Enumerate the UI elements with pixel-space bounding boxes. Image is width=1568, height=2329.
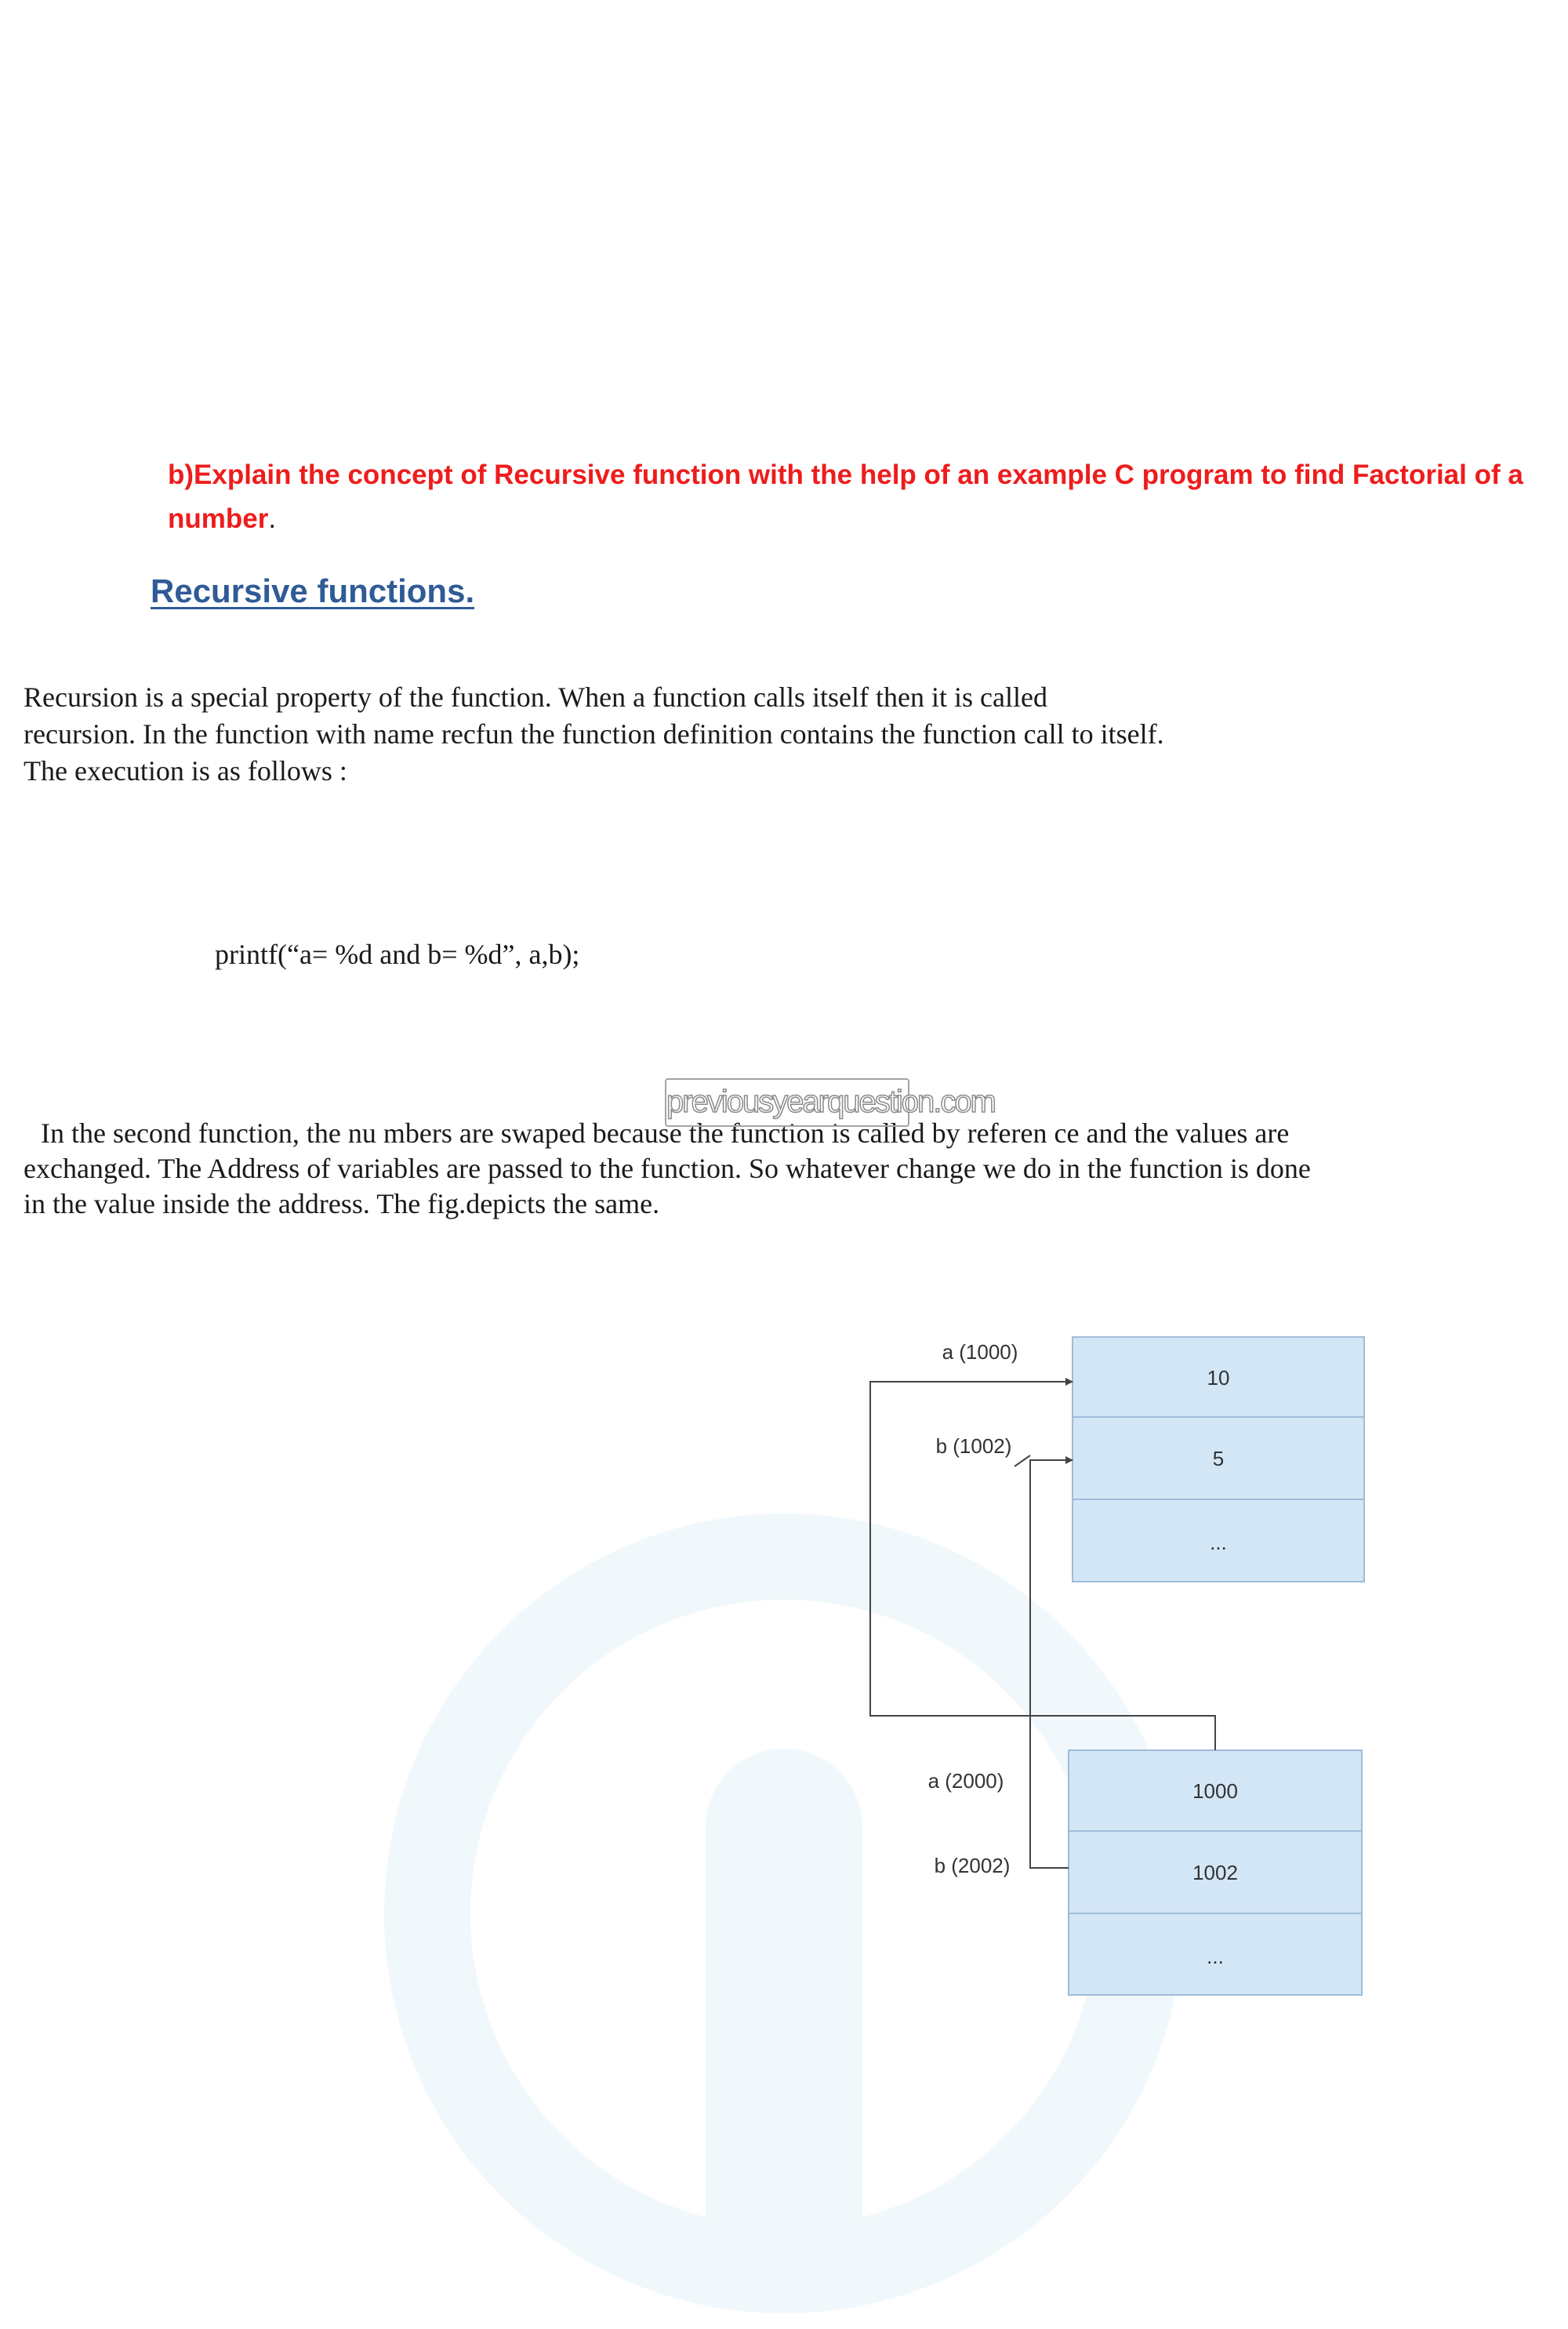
label-tick	[1014, 1455, 1030, 1466]
section-title: Recursive functions.	[151, 572, 475, 609]
label-bottom-b: b (2002)	[934, 1854, 1011, 1877]
label-top-b: b (1002)	[935, 1434, 1012, 1458]
top-cell-value: 5	[1212, 1447, 1225, 1470]
pointer-arrow-b	[1030, 1460, 1073, 1868]
paragraph-line: exchanged. The Address of variables are passed to the function. So whatever change we do in the function is done	[24, 1153, 1311, 1184]
top-cell-value: 10	[1207, 1366, 1230, 1390]
memory-diagram	[847, 1310, 1396, 2015]
paragraph-line: The execution is as follows :	[24, 755, 347, 787]
bottom-cell-value: 1002	[1192, 1861, 1238, 1884]
bottom-cell-value: 1000	[1192, 1779, 1238, 1803]
question-text: b)Explain the concept of Recursive function with the help of an example C program to find Factorial of a number.	[168, 460, 1523, 534]
paragraph-recursion	[24, 679, 1435, 790]
bottom-memory-block	[928, 1750, 1362, 1995]
top-cell-value: ...	[1210, 1531, 1227, 1554]
paragraph-call-by-reference	[24, 1116, 1513, 1222]
paragraph-line: recursion. In the function with name recfun the function definition contains the function call to itself.	[24, 718, 1164, 750]
label-top-a: a (1000)	[942, 1340, 1018, 1364]
paragraph-line: In the second function, the nu mbers are swaped because the function is called by referen ce and the values are	[41, 1117, 1290, 1149]
paragraph-line: in the value inside the address. The fig.depicts the same.	[24, 1188, 660, 1219]
paragraph-line: Recursion is a special property of the function. When a function calls itself then it is called	[24, 681, 1047, 713]
label-bottom-a: a (2000)	[927, 1769, 1004, 1793]
top-memory-block	[936, 1337, 1364, 1582]
code-printf-line: printf(“a= %d and b= %d”, a,b);	[215, 939, 580, 970]
watermark-text: previousyearquestion.com	[665, 1078, 909, 1127]
bottom-cell-value: ...	[1207, 1945, 1224, 1968]
